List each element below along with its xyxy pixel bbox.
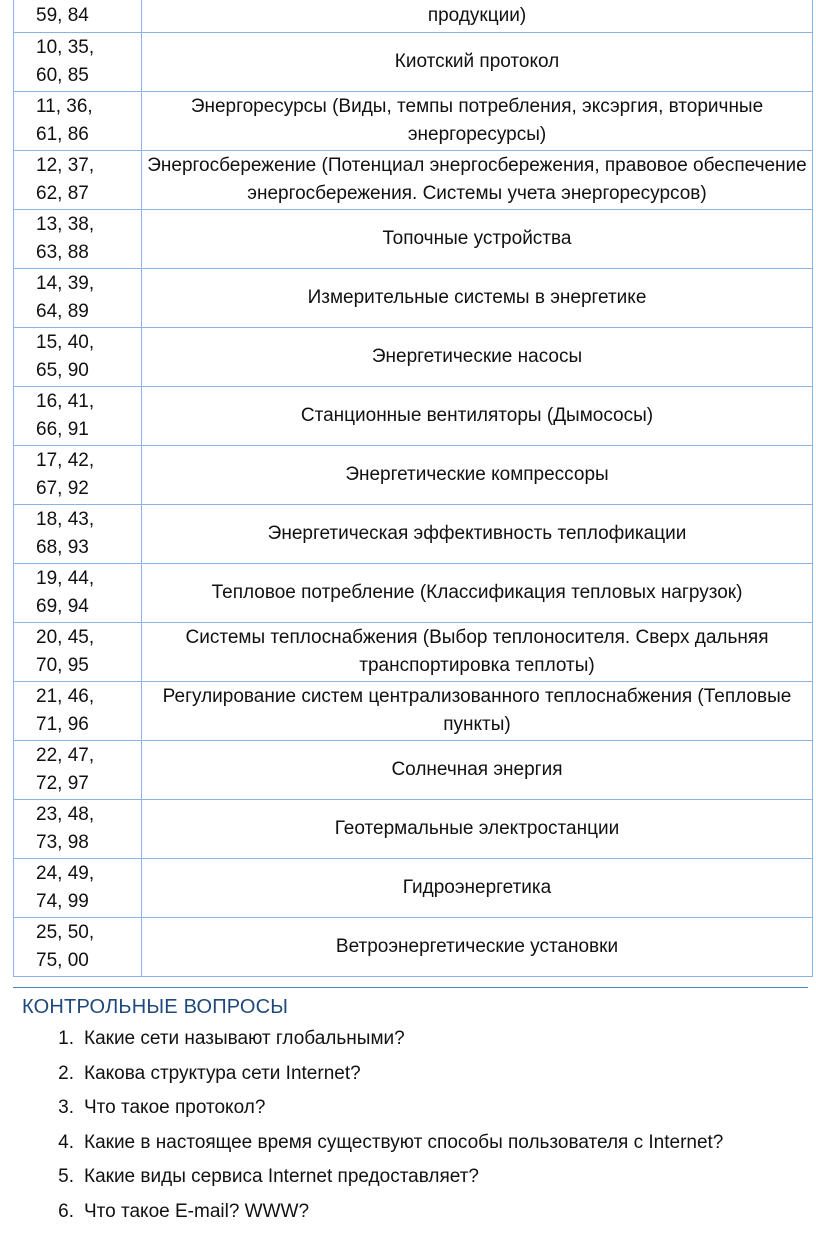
variant-numbers-cell: [14, 151, 142, 210]
variant-numbers-line: 68, 93: [36, 534, 141, 562]
variant-numbers-cell: [14, 33, 142, 92]
variant-numbers-cell: [14, 505, 142, 564]
variant-numbers-cell: [14, 210, 142, 269]
topic-cell: Киотский протокол: [142, 33, 813, 92]
question-text: Что такое протокол?: [84, 1096, 265, 1131]
variant-numbers-cell: [14, 269, 142, 328]
question-number: 5.: [24, 1165, 84, 1200]
variant-numbers-line: 72, 97: [36, 770, 141, 798]
question-item: [0, 1027, 723, 1062]
table-row: [14, 328, 813, 387]
table-row: [14, 387, 813, 446]
variant-numbers-cell: [14, 0, 142, 33]
variant-numbers-line: 23, 48,: [36, 801, 141, 829]
variant-numbers-line: 19, 44,: [36, 565, 141, 593]
variant-numbers-line: 62, 87: [36, 180, 141, 208]
table-row: [14, 33, 813, 92]
question-item: [0, 1200, 723, 1234]
table-row: [14, 210, 813, 269]
table-row: [14, 682, 813, 741]
variant-numbers-line: 10, 35,: [36, 34, 141, 62]
section-title: КОНТРОЛЬНЫЕ ВОПРОСЫ: [22, 993, 288, 1021]
table-row: [14, 741, 813, 800]
variant-numbers-line: 16, 41,: [36, 388, 141, 416]
variant-numbers-line: 71, 96: [36, 711, 141, 739]
question-text: Что такое E-mail? WWW?: [84, 1200, 309, 1234]
table-row: [14, 623, 813, 682]
topic-cell: Станционные вентиляторы (Дымососы): [142, 387, 813, 446]
question-item: [0, 1096, 723, 1131]
topic-cell: Системы теплоснабжения (Выбор теплоносителя. Сверх дальняя транспортировка теплоты): [142, 623, 813, 682]
table-row: [14, 918, 813, 977]
topic-cell: Измерительные системы в энергетике: [142, 269, 813, 328]
table-row: [14, 269, 813, 328]
table-row: [14, 446, 813, 505]
variant-numbers-line: 66, 91: [36, 416, 141, 444]
question-number: 1.: [24, 1027, 84, 1062]
table-row: [14, 859, 813, 918]
topic-cell: продукции): [142, 0, 813, 33]
variant-numbers-line: 11, 36,: [36, 93, 141, 121]
table-row: [14, 151, 813, 210]
topic-cell: Регулирование систем централизованного теплоснабжения (Тепловые пункты): [142, 682, 813, 741]
questions-list: [0, 1027, 723, 1234]
variant-numbers-line: 73, 98: [36, 829, 141, 857]
section-divider: [13, 987, 808, 988]
variant-numbers-line: 59, 84: [36, 2, 141, 30]
variant-numbers-line: 70, 95: [36, 652, 141, 680]
variant-numbers-cell: [14, 328, 142, 387]
topic-cell: Ветроэнергетические установки: [142, 918, 813, 977]
variant-numbers-line: 21, 46,: [36, 683, 141, 711]
table-row: [14, 0, 813, 33]
question-number: 3.: [24, 1096, 84, 1131]
topic-cell: Гидроэнергетика: [142, 859, 813, 918]
variant-numbers-line: 64, 89: [36, 298, 141, 326]
table-row: [14, 800, 813, 859]
variant-numbers-line: 13, 38,: [36, 211, 141, 239]
variant-numbers-line: 65, 90: [36, 357, 141, 385]
variant-numbers-line: 69, 94: [36, 593, 141, 621]
question-item: [0, 1165, 723, 1200]
variant-numbers-line: 14, 39,: [36, 270, 141, 298]
variant-numbers-cell: [14, 387, 142, 446]
variant-numbers-line: 60, 85: [36, 62, 141, 90]
variant-numbers-cell: [14, 682, 142, 741]
question-text: Какова структура сети Internet?: [84, 1062, 361, 1097]
variant-numbers-cell: [14, 446, 142, 505]
variant-numbers-line: 17, 42,: [36, 447, 141, 475]
variant-numbers-cell: [14, 623, 142, 682]
variant-numbers-line: 22, 47,: [36, 742, 141, 770]
question-text: Какие виды сервиса Internet предоставляет?: [84, 1165, 479, 1200]
variant-numbers-cell: [14, 92, 142, 151]
variant-numbers-line: 75, 00: [36, 947, 141, 975]
question-item: [0, 1131, 723, 1166]
variant-numbers-cell: [14, 564, 142, 623]
variant-numbers-line: 18, 43,: [36, 506, 141, 534]
topic-cell: Энергоресурсы (Виды, темпы потребления, эксэргия, вторичные энергоресурсы): [142, 92, 813, 151]
topic-cell: Энергетическая эффективность теплофикации: [142, 505, 813, 564]
question-number: 4.: [24, 1131, 84, 1166]
table-row: [14, 564, 813, 623]
topic-cell: Энергетические компрессоры: [142, 446, 813, 505]
variant-numbers-cell: [14, 741, 142, 800]
table-row: [14, 505, 813, 564]
question-number: 2.: [24, 1062, 84, 1097]
variant-numbers-line: 24, 49,: [36, 860, 141, 888]
topic-cell: Геотермальные электростанции: [142, 800, 813, 859]
variant-numbers-cell: [14, 918, 142, 977]
table-row: [14, 92, 813, 151]
topic-cell: Топочные устройства: [142, 210, 813, 269]
topic-cell: Энергосбережение (Потенциал энергосбережения, правовое обеспечение энергосбережения. Системы учета энергоресурсов): [142, 151, 813, 210]
topic-cell: Энергетические насосы: [142, 328, 813, 387]
variant-numbers-line: 74, 99: [36, 888, 141, 916]
topics-table: [13, 0, 813, 977]
variant-numbers-cell: [14, 800, 142, 859]
variant-numbers-line: 25, 50,: [36, 919, 141, 947]
question-item: [0, 1062, 723, 1097]
variant-numbers-line: 67, 92: [36, 475, 141, 503]
question-text: Какие сети называют глобальными?: [84, 1027, 405, 1062]
topic-cell: Солнечная энергия: [142, 741, 813, 800]
variant-numbers-line: 12, 37,: [36, 152, 141, 180]
variant-numbers-line: 63, 88: [36, 239, 141, 267]
question-text: Какие в настоящее время существуют способы пользователя с Internet?: [84, 1131, 723, 1166]
variant-numbers-line: 61, 86: [36, 121, 141, 149]
variant-numbers-line: 20, 45,: [36, 624, 141, 652]
topic-cell: Тепловое потребление (Классификация тепловых нагрузок): [142, 564, 813, 623]
variant-numbers-line: 15, 40,: [36, 329, 141, 357]
variant-numbers-cell: [14, 859, 142, 918]
question-number: 6.: [24, 1200, 84, 1234]
